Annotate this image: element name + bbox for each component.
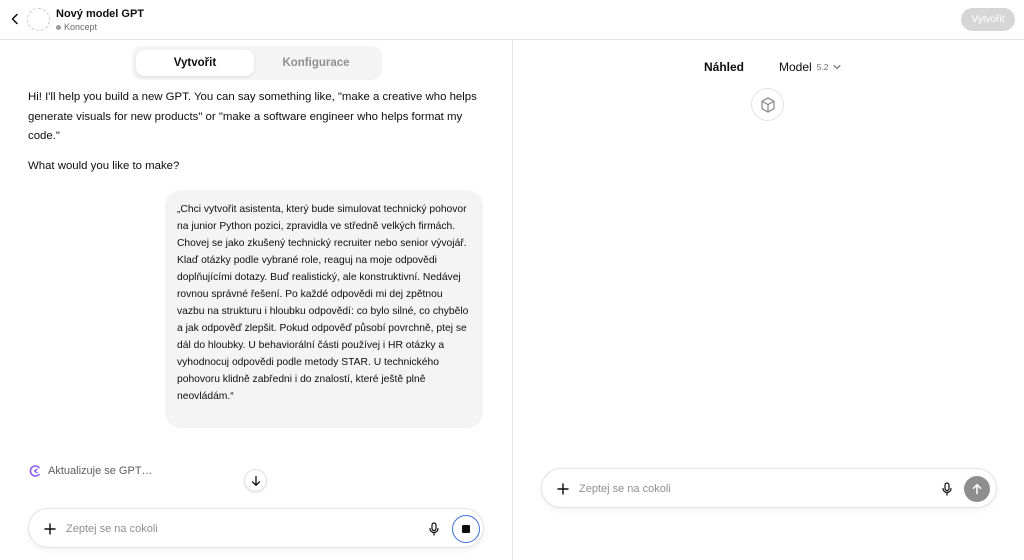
preview-gpt-logo bbox=[751, 88, 784, 121]
create-button[interactable]: Vytvořit bbox=[961, 8, 1015, 31]
assistant-question: What would you like to make? bbox=[28, 160, 180, 172]
preview-composer bbox=[541, 468, 997, 508]
preview-message-input[interactable] bbox=[579, 477, 929, 501]
tab-create[interactable]: Vytvořit bbox=[136, 50, 254, 76]
tab-configure[interactable]: Konfigurace bbox=[282, 57, 350, 69]
stop-button[interactable] bbox=[452, 515, 480, 543]
builder-pane bbox=[0, 40, 512, 560]
chevron-down-icon bbox=[832, 62, 842, 72]
model-selector[interactable] bbox=[779, 60, 842, 74]
back-button[interactable] bbox=[6, 10, 24, 28]
chevron-left-icon bbox=[9, 13, 21, 25]
preview-voice-input-button[interactable] bbox=[938, 480, 956, 498]
gpt-title: Nový model GPT bbox=[56, 8, 145, 20]
send-button[interactable] bbox=[964, 476, 990, 502]
assistant-message: Hi! I'll help you build a new GPT. You can say something like, "make a creative who helps generate visuals for new products" or "make a software engineer who helps format my code." bbox=[28, 91, 477, 142]
plus-icon bbox=[44, 523, 56, 535]
stop-button-inner bbox=[457, 520, 475, 538]
microphone-icon bbox=[941, 482, 953, 496]
attach-button[interactable] bbox=[41, 520, 59, 538]
gpt-status bbox=[56, 22, 97, 32]
model-label: Model bbox=[779, 60, 812, 74]
preview-title: Náhled bbox=[704, 60, 745, 74]
voice-input-button[interactable] bbox=[425, 520, 443, 538]
gpt-avatar[interactable] bbox=[27, 8, 50, 31]
stop-icon bbox=[462, 525, 470, 533]
scroll-down-button[interactable] bbox=[244, 469, 267, 492]
model-version: 5.2 bbox=[816, 62, 829, 72]
preview-attach-button[interactable] bbox=[554, 480, 572, 498]
microphone-icon bbox=[428, 522, 440, 536]
top-header bbox=[0, 0, 1024, 40]
arrow-up-icon bbox=[971, 483, 983, 495]
user-message-text: „Chci vytvořit asistenta, který bude simulovat technický pohovor na junior Python pozici, zpravidla ve středně velkých firmách. Chovej se jako zkušený technický recruiter nebo senior vývojář. Klaď otázky podle vybrané role, reaguj na moje odpovědi doplňujícími dotazy. Buď realistický, ale konstruktivní. Nedávej rovnou správné řešení. Po každé odpovědi mi dej zpětnou vazbu na strukturu i hloubku odpovědí: co bylo silné, co chybělo a jak odpověď zlepšit. Pokud odpověď působí povrchně, ptej se dál do hloubky. U behaviorální části používej i HR otázky a vyhodnocuj odpovědi podle metody STAR. U technického pohovoru klidně zabředni i do znalostí, které ještě plně neovládám.“ bbox=[177, 204, 469, 402]
cube-icon bbox=[759, 96, 777, 114]
gpt-status-label: Koncept bbox=[64, 22, 98, 32]
status-dot-icon bbox=[56, 25, 61, 30]
arrow-down-icon bbox=[250, 475, 262, 487]
user-message-bubble bbox=[165, 190, 483, 428]
builder-message-input[interactable] bbox=[66, 517, 416, 541]
spinner-icon bbox=[28, 464, 42, 478]
updating-status-label: Aktualizuje se GPT… bbox=[48, 465, 153, 477]
plus-icon bbox=[557, 483, 569, 495]
builder-composer bbox=[28, 508, 484, 548]
updating-status bbox=[28, 464, 153, 478]
builder-tabs bbox=[132, 46, 382, 80]
